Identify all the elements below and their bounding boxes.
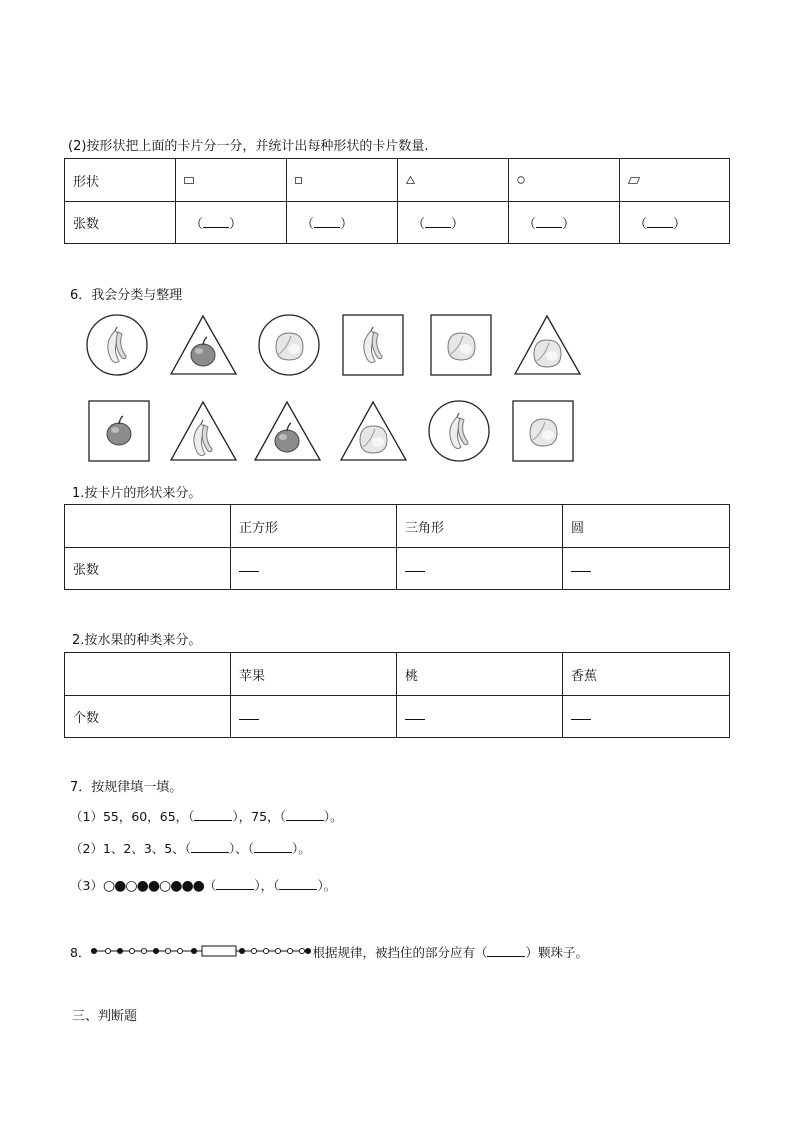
square-apple-card	[88, 400, 156, 464]
square-peach-card	[512, 400, 580, 464]
circle-peach-card	[258, 314, 326, 378]
shape-cell-square	[287, 159, 398, 202]
col-header: 三角形	[397, 505, 563, 548]
q6-sub2-heading: 2.按水果的种类来分。	[72, 633, 202, 648]
answer-blank[interactable]	[191, 841, 229, 853]
triangle-icon	[406, 173, 415, 188]
row-label: 个数	[65, 696, 231, 738]
answer-blank[interactable]	[286, 809, 324, 821]
answer-blank[interactable]	[194, 809, 232, 821]
bead	[154, 948, 159, 953]
q7-line2: （2）1、2、3、5、（ ）、（ ）。	[70, 841, 311, 856]
bead	[130, 948, 135, 953]
q8-line	[70, 943, 588, 961]
answer-blank[interactable]	[216, 878, 254, 890]
bead	[252, 948, 257, 953]
triangle-apple-card	[254, 400, 322, 464]
circle-banana-card	[428, 400, 496, 464]
answer-blank[interactable]	[397, 696, 563, 738]
q8-suffix: ）颗珠子。	[525, 945, 588, 960]
triangle-apple-card	[170, 314, 238, 378]
peach-icon	[530, 419, 557, 446]
rectangle-icon	[184, 173, 194, 188]
answer-blank[interactable]: （ ）	[509, 202, 620, 244]
shape-cell-parallelogram	[620, 159, 730, 202]
answer-blank[interactable]	[254, 841, 292, 853]
q8-text: 根据规律，被挡住的部分应有（	[312, 945, 488, 960]
empty-header-cell	[65, 653, 231, 696]
col-header: 苹果	[231, 653, 397, 696]
col-header: 正方形	[231, 505, 397, 548]
bead	[178, 948, 183, 953]
circle-banana-card	[86, 314, 154, 378]
answer-blank[interactable]	[563, 696, 730, 738]
shape-cell-triangle	[398, 159, 509, 202]
bead	[142, 948, 147, 953]
col-header: 香蕉	[563, 653, 730, 696]
answer-blank[interactable]	[231, 696, 397, 738]
shape-count-table	[64, 158, 730, 244]
peach-icon	[276, 333, 303, 360]
row-label: 张数	[65, 548, 231, 590]
answer-blank[interactable]	[279, 878, 317, 890]
bead-string-icon	[90, 944, 312, 961]
square-peach-card	[430, 314, 498, 378]
triangle-peach-card	[514, 314, 582, 378]
bead	[92, 948, 97, 953]
col-header: 桃	[397, 653, 563, 696]
answer-blank[interactable]: （ ）	[398, 202, 509, 244]
answer-blank[interactable]	[397, 548, 563, 590]
q8-number: 8．	[70, 945, 91, 960]
circle-icon	[517, 173, 525, 188]
bead	[288, 948, 293, 953]
bead	[300, 948, 305, 953]
shape-cell-rectangle	[176, 159, 287, 202]
bead	[118, 948, 123, 953]
bead	[166, 948, 171, 953]
peach-icon	[534, 340, 561, 367]
square-icon	[295, 173, 302, 188]
fruit-classify-table	[64, 652, 730, 738]
answer-blank[interactable]: （ ）	[176, 202, 287, 244]
answer-blank[interactable]: （ ）	[620, 202, 730, 244]
row-label-count: 张数	[65, 202, 176, 244]
parallelogram-icon	[628, 173, 640, 188]
col-header: 圆	[563, 505, 730, 548]
bead	[306, 948, 311, 953]
bead	[106, 948, 111, 953]
answer-blank[interactable]: （ ）	[287, 202, 398, 244]
section3-heading: 三、判断题	[72, 1009, 138, 1024]
triangle-peach-card	[340, 400, 408, 464]
bead	[276, 948, 281, 953]
bead-pattern: ○●○●●○●●●	[102, 878, 204, 894]
q6-sub1-heading: 1.按卡片的形状来分。	[72, 486, 202, 501]
part2-heading: (2)按形状把上面的卡片分一分，并统计出每种形状的卡片数量.	[68, 139, 429, 154]
answer-blank[interactable]	[487, 945, 525, 957]
peach-icon	[360, 426, 387, 453]
peach-icon	[448, 333, 475, 360]
triangle-banana-card	[170, 400, 238, 464]
shape-cell-circle	[509, 159, 620, 202]
q7-heading: 7．按规律填一填。	[70, 780, 183, 795]
square-banana-card	[342, 314, 410, 378]
bead	[264, 948, 269, 953]
bead	[240, 948, 245, 953]
answer-blank[interactable]	[231, 548, 397, 590]
answer-blank[interactable]	[563, 548, 730, 590]
bead	[192, 948, 197, 953]
q7-line3: （3）○●○●●○●●●（ ），（ ）。	[70, 878, 337, 894]
shape-classify-table	[64, 504, 730, 590]
empty-header-cell	[65, 505, 231, 548]
row-label-shape: 形状	[65, 159, 176, 202]
q6-heading: 6．我会分类与整理	[70, 288, 183, 303]
q7-line1: （1）55，60，65，（ ），75，（ ）。	[70, 809, 343, 824]
